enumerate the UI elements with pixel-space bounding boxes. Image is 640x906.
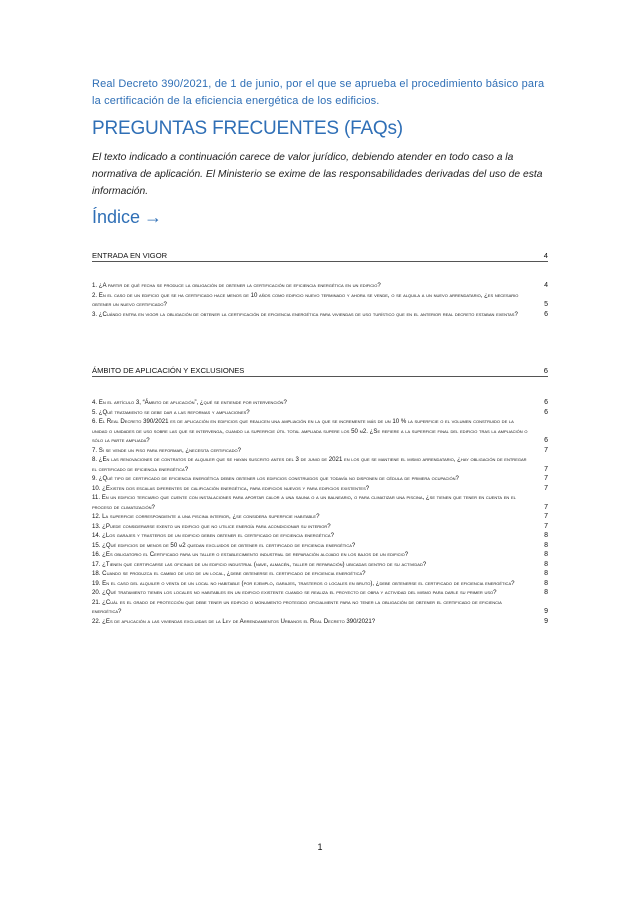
toc-entry-21[interactable] [92,598,548,617]
toc-entry-2[interactable] [92,291,548,310]
toc-entry-text: 3. ¿Cuándo entra en vigor la obligación de obtener la certificación de eficiencia energética para viviendas de uso turístico que en el anterior real decreto estaban exentas? [92,310,518,318]
toc-entry-page: 8 [544,589,548,596]
toc-entry-text: 2. En el caso de un edificio que se ha certificado hace menos de 10 años como edificio nuevo terminado y ahora se vende, o se alquila a un nuevo arrendatario, ¿es necesario obtener un nuevo certificado? [92,291,519,308]
toc-entry-page: 7 [544,484,548,492]
toc-entry-5[interactable] [92,408,548,418]
toc-entry-page: 8 [544,541,548,549]
toc-entry-20[interactable] [92,588,548,598]
toc-entry-text: 6. El Real Decreto 390/2021 es de aplicación en edificios que realicen una ampliación en la que se incremente más de un 10 % la superficie o el volumen construido de la unidad o unidades de uso sobre las que se intervenga, cuando la superficie útil total ampliada supere los 50 m2. ¿Se refiere a la superficie final del edificio tras la ampliación o sólo la parte ampliada? [92,418,528,444]
faq-title: PREGUNTAS FRECUENTES (FAQs) [92,118,403,139]
toc-section-page: 6 [543,366,548,375]
toc-entry-page: 7 [544,503,548,511]
toc-entry-17[interactable] [92,560,548,570]
toc-entry-page: 7 [544,513,548,520]
toc-entry-11[interactable] [92,493,548,512]
toc-entry-6[interactable] [92,417,548,446]
toc-entry-text: 8. ¿En las renovaciones de contratos de alquiler que se hayan suscrito antes del 3 de junio de 2021 en los que se mantiene el mismo arrendatario, ¿hay obligación de entregar el certificado de eficiencia energética? [92,456,527,473]
index-heading [92,205,162,229]
toc-entry-page: 8 [544,560,548,568]
toc-section-entrada-en-vigor[interactable] [92,251,548,262]
intro-text: Real Decreto 390/2021, de 1 de junio, por el que se aprueba el procedimiento básico para la certificación de la eficiencia energética de los edificios. [92,78,545,107]
toc-entry-text: 1. ¿A partir de qué fecha se produce la obligación de obtener la certificación de eficiencia energética en un edificio? [92,282,381,289]
toc-entry-text: 10. ¿Existen dos escalas diferentes de calificación energética, para edificios nuevos y para edificios existentes? [92,484,370,492]
toc-entry-page: 5 [544,301,548,308]
toc-entry-text: 15. ¿Qué edificios de menos de 50 m2 quedan excluidos de obtener el certificado de eficiencia energética? [92,541,356,549]
toc-entry-text: 19. En el caso del alquiler o venta de un local no habitable (por ejemplo, garajes, trasteros o locales en bruto), ¿debe obtenerse el certificado de eficiencia energética? [92,579,515,587]
toc-entry-text: 22. ¿Es de aplicación a las viviendas excluidas de la Ley de Arrendamientos Urbanos el Real Decreto 390/2021? [92,617,376,625]
toc-entry-1[interactable] [92,281,548,291]
toc-entry-page: 8 [544,570,548,577]
toc-entries-ambito-de-aplicacion [92,398,548,626]
toc-entry-19[interactable] [92,579,548,589]
toc-entry-18[interactable] [92,569,548,579]
toc-section-title: ENTRADA EN VIGOR [92,251,168,260]
toc-entry-page: 8 [544,551,548,558]
toc-entry-text: 18. Cuando se produzca el cambio de uso de un local, ¿debe obtenerse el certificado de eficiencia energética? [92,570,366,577]
toc-entry-8[interactable] [92,455,548,474]
toc-entry-text: 12. La superficie correspondiente a una piscina interior, ¿se considera superficie habitable? [92,513,320,520]
toc-entry-text: 17. ¿Tienen que certificarse las oficinas de un edificio industrial (nave, almacén, taller de reparación) ubicadas dentro de su actividad? [92,560,427,568]
toc-entry-14[interactable] [92,531,548,541]
toc-entry-page: 7 [544,446,548,454]
toc-entry-page: 6 [544,310,548,318]
toc-entry-text: 16. ¿Es obligatorio el Certificado para un taller o establecimiento industrial de reparación alojado en los bajos de un edificio? [92,551,409,558]
toc-entry-text: 21. ¿Cuál es el grado de protección que debe tener un edificio o monumento protegido oficialmente para no tener la obligación de obtener el certificado de eficiencia energética? [92,598,502,615]
toc-entry-9[interactable] [92,474,548,484]
toc-entry-text: 14. ¿Los garajes y trasteros de un edificio deben obtener el certificado de eficiencia energética? [92,532,334,539]
toc-entry-text: 5. ¿Qué tratamiento se debe dar a las reformas y ampliaciones? [92,408,250,416]
toc-entry-page: 7 [544,465,548,473]
toc-section-ambito-de-aplicacion[interactable] [92,366,548,377]
toc-entry-page: 9 [544,617,548,625]
toc-entry-page: 6 [544,408,548,416]
toc-entry-page: 4 [544,282,548,289]
arrow-right-icon: → [144,207,163,227]
toc-entry-page: 7 [544,475,548,482]
toc-entry-page: 8 [544,579,548,587]
toc-entries-entrada-en-vigor [92,281,548,319]
toc-entry-page: 6 [544,437,548,444]
toc-entry-page: 8 [544,532,548,539]
toc-entry-12[interactable] [92,512,548,522]
toc-entry-22[interactable] [92,617,548,627]
toc-entry-10[interactable] [92,484,548,494]
toc-entry-15[interactable] [92,541,548,551]
toc-entry-text: 11. En un edificio terciario que cuente con instalaciones para aportar calor a una sauna o a un balneario, o para climatizar una piscina, ¿se tienen que tener en cuenta en el proceso de climatización? [92,494,516,511]
toc-entry-text: 4. En el artículo 3, “Ámbito de aplicación”, ¿qué se entiende por intervención? [92,399,287,406]
toc-section-title: ÁMBITO DE APLICACIÓN Y EXCLUSIONES [92,366,245,375]
toc-section-page: 4 [543,251,548,260]
toc-entry-3[interactable] [92,310,548,320]
toc-entry-page: 9 [544,608,548,615]
toc-entry-text: 20. ¿Qué tratamiento tienen los locales no habitables en un edificio existente cuando se realiza el proyecto de obra y actividad del mismo para darle su primer uso? [92,589,497,596]
toc-entry-page: 6 [544,399,548,406]
toc-entry-text: 7. Si se vende un piso para reformar, ¿necesita certificado? [92,446,241,454]
toc-entry-16[interactable] [92,550,548,560]
toc-entry-text: 13. ¿Puede considerarse exento un edificio que no utilice energía para acondicionar su interior? [92,522,331,530]
toc-entry-13[interactable] [92,522,548,532]
toc-entry-page: 7 [544,522,548,530]
toc-entry-text: 9. ¿Qué tipo de certificado de eficiencia energética deben obtener los edificios construidos que todavía no disponen de cédula de primera ocupación? [92,475,459,482]
index-heading-label: Índice [92,207,141,227]
page-number: 1 [317,842,323,852]
toc-entry-7[interactable] [92,446,548,456]
disclaimer-text: El texto indicado a continuación carece de valor jurídico, debiendo atender en todo caso a la normativa de aplicación. El Ministerio se exime de las responsabilidades derivadas del uso de esta información. [92,152,543,197]
toc-entry-4[interactable] [92,398,548,408]
